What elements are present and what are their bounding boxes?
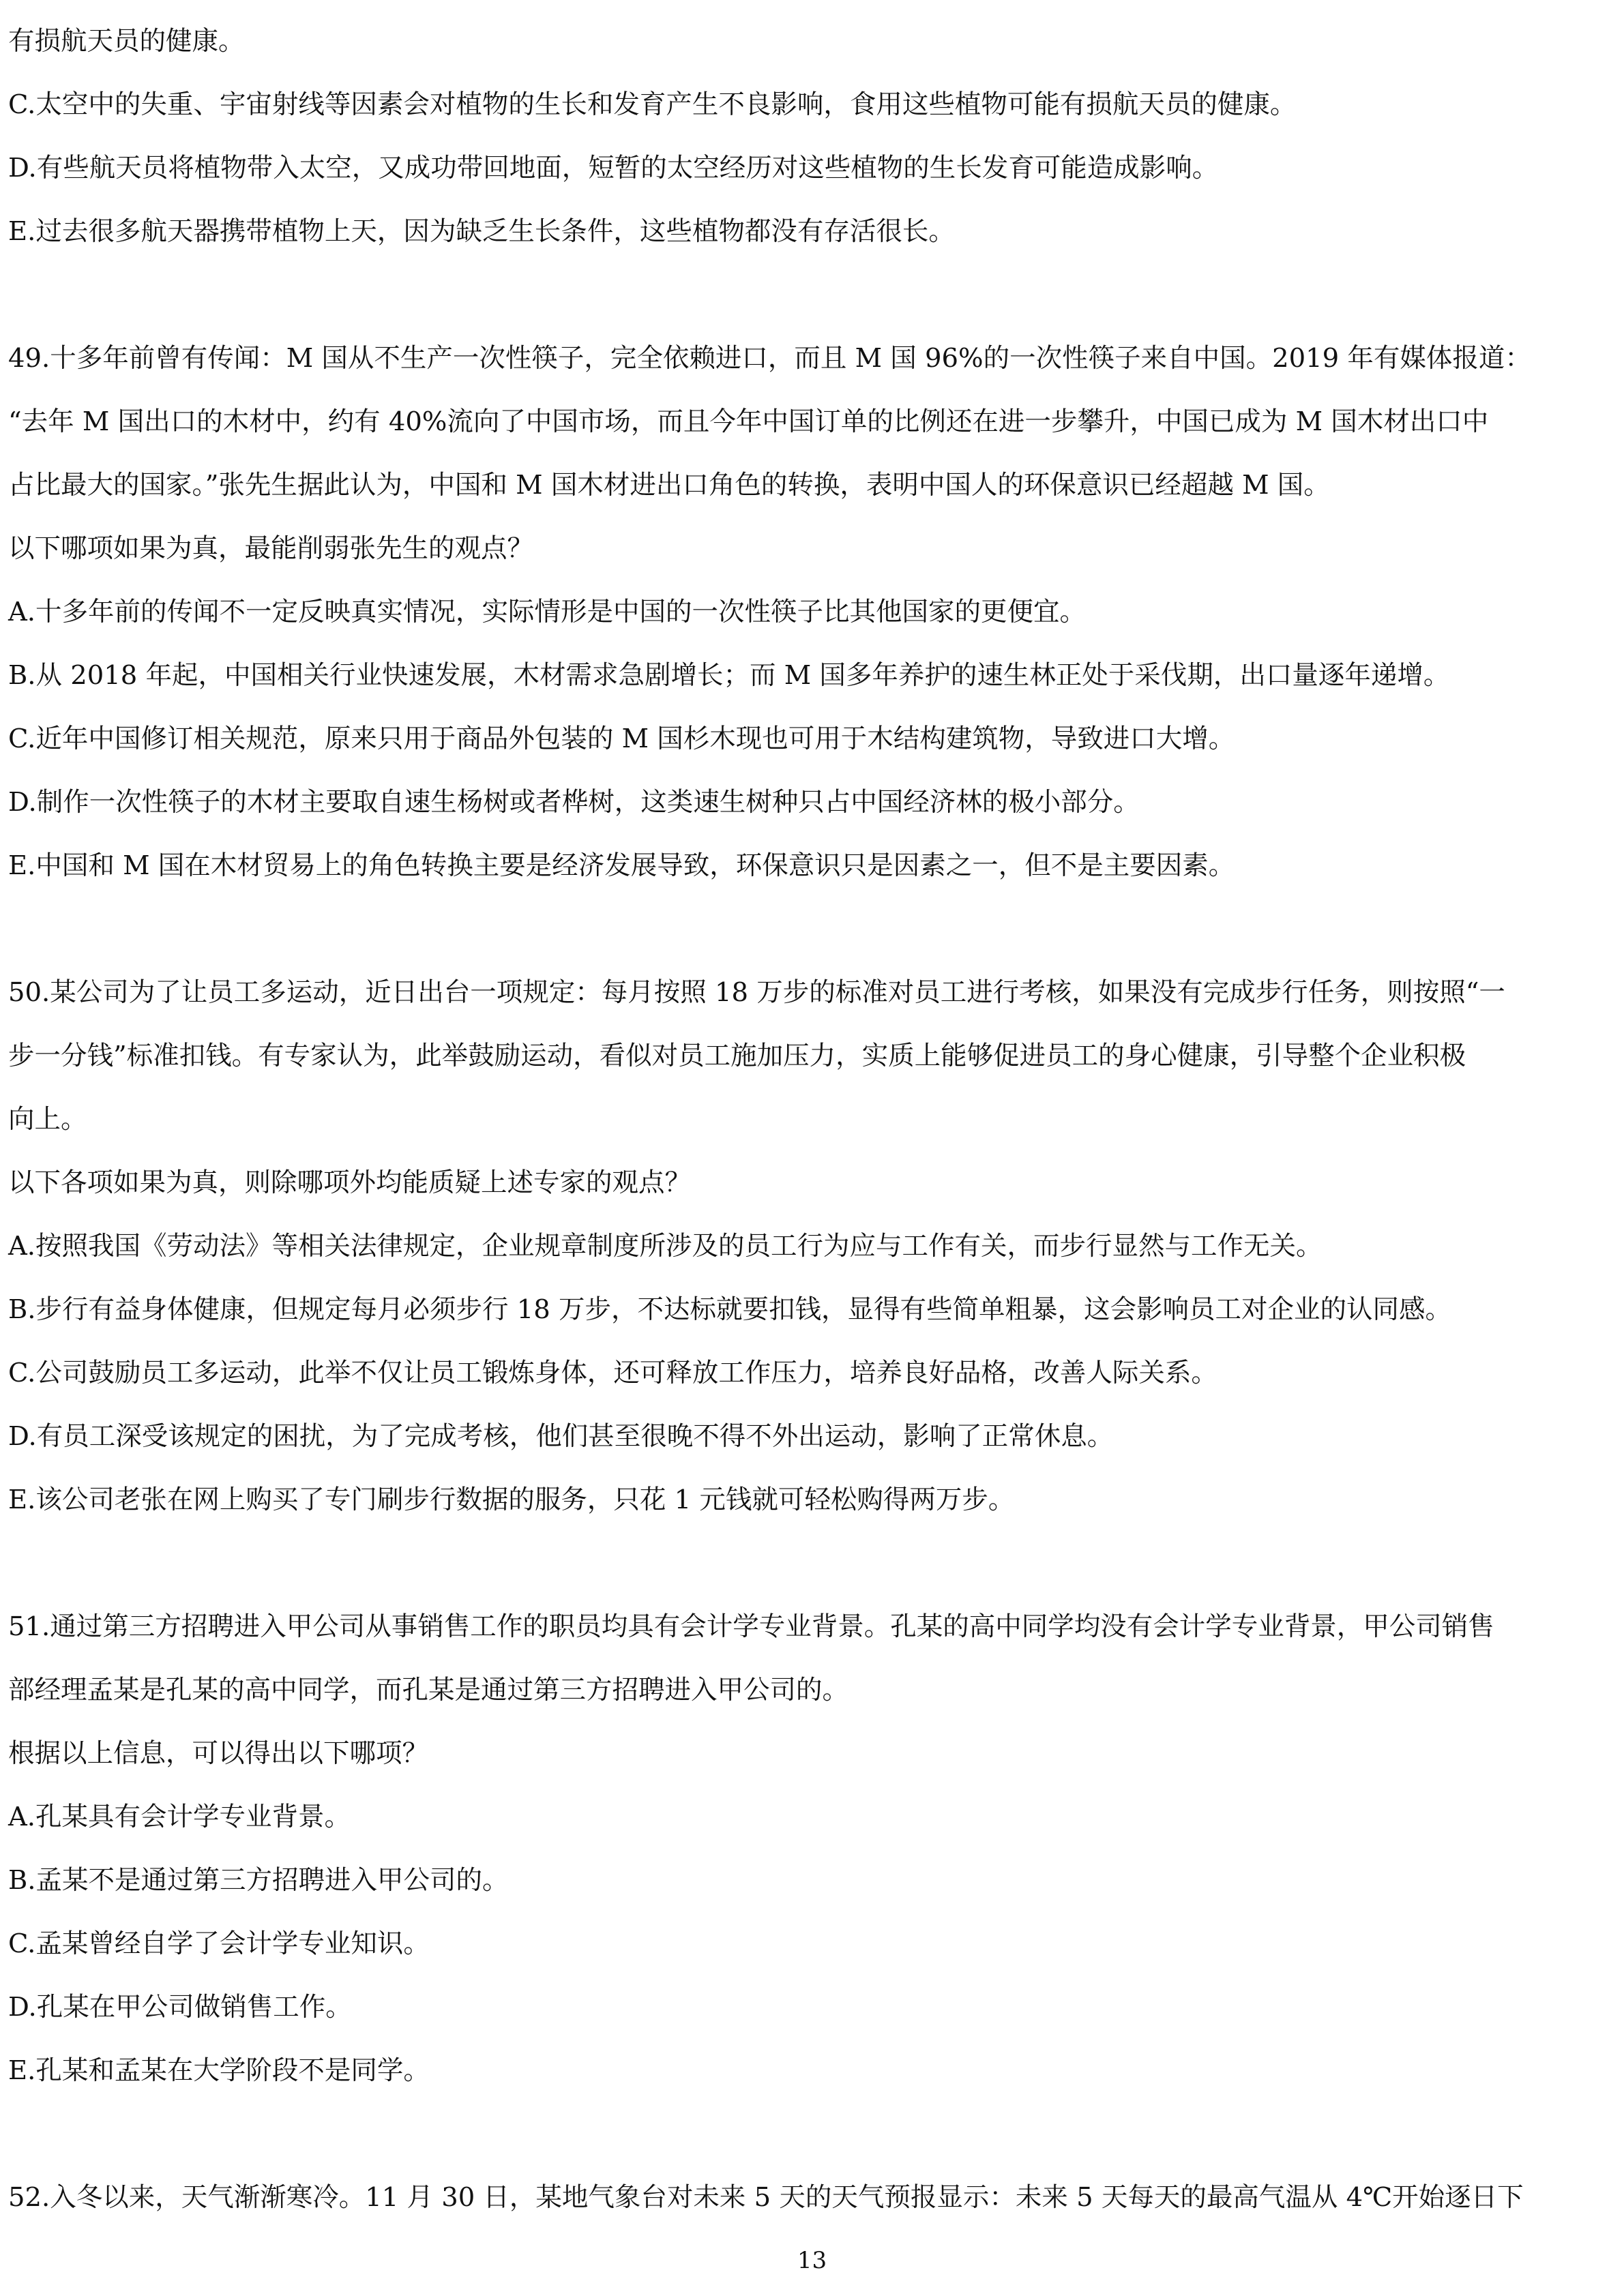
q51-stem-line-1: 51.通过第三方招聘进入甲公司从事销售工作的职员均具有会计学专业背景。孔某的高中同学均没有会计学专业背景，甲公司销售 [8,1611,1494,1642]
q50-question: 以下各项如果为真，则除哪项外均能质疑上述专家的观点？ [8,1167,692,1198]
q51-option-d: D.孔某在甲公司做销售工作。 [8,1992,352,2023]
q52-stem-line-1: 52.入冬以来，天气渐渐寒冷。11 月 30 日，某地气象台对未来 5 天的天气预报显示：未来 5 天每天的最高气温从 4℃开始逐日下 [8,2182,1524,2213]
q49-stem-line-1: 49.十多年前曾有传闻：M 国从不生产一次性筷子，完全依赖进口，而且 M 国 96%的一次性筷子来自中国。2019 年有媒体报道： [8,343,1531,374]
q51-option-e: E.孔某和孟某在大学阶段不是同学。 [8,2055,430,2086]
question-gap [8,263,1612,327]
q50-stem-line-2: 步一分钱”标准扣钱。有专家认为，此举鼓励运动，看似对员工施加压力，实质上能够促进员工的身心健康，引导整个企业积极 [8,1041,1466,1071]
document-page [8,10,1612,2229]
q48-option-c: C.太空中的失重、宇宙射线等因素会对植物的生长和发育产生不良影响，食用这些植物可能有损航天员的健康。 [8,89,1297,120]
q49-stem-line-2: “去年 M 国出口的木材中，约有 40%流向了中国市场，而且今年中国订单的比例还在进一步攀升，中国已成为 M 国木材出口中 [8,406,1489,437]
q48-option-e: E.过去很多航天器携带植物上天，因为缺乏生长条件，这些植物都没有存活很长。 [8,216,955,247]
q50-stem-line-1: 50.某公司为了让员工多运动，近日出台一项规定：每月按照 18 万步的标准对员工进行考核，如果没有完成步行任务，则按照“一 [8,977,1505,1008]
question-gap [8,897,1612,961]
question-gap [8,2102,1612,2166]
q48-tail-line: 有损航天员的健康。 [8,26,245,57]
q48-option-d: D.有些航天员将植物带入太空，又成功带回地面，短暂的太空经历对这些植物的生长发育可能造成影响。 [8,153,1219,183]
question-gap [8,1532,1612,1595]
q49-option-e: E.中国和 M 国在木材贸易上的角色转换主要是经济发展导致，环保意识只是因素之一，但不是主要因素。 [8,850,1235,881]
q50-option-e: E.该公司老张在网上购买了专门刷步行数据的服务，只花 1 元钱就可轻松购得两万步。 [8,1485,1015,1515]
q49-option-c: C.近年中国修订相关规范，原来只用于商品外包装的 M 国杉木现也可用于木结构建筑物，导致进口大增。 [8,724,1235,754]
q50-option-d: D.有员工深受该规定的困扰，为了完成考核，他们甚至很晚不得不外出运动，影响了正常休息。 [8,1421,1114,1452]
q49-question: 以下哪项如果为真，最能削弱张先生的观点？ [8,533,534,564]
q49-option-a: A.十多年前的传闻不一定反映真实情况，实际情形是中国的一次性筷子比其他国家的更便宜。 [8,597,1087,627]
q49-stem-line-3: 占比最大的国家。”张先生据此认为，中国和 M 国木材进出口角色的转换，表明中国人的环保意识已经超越 M 国。 [8,470,1330,501]
q50-option-a: A.按照我国《劳动法》等相关法律规定，企业规章制度所涉及的员工行为应与工作有关，而步行显然与工作无关。 [8,1231,1323,1262]
q50-option-c: C.公司鼓励员工多运动，此举不仅让员工锻炼身体，还可释放工作压力，培养良好品格，改善人际关系。 [8,1358,1217,1388]
q49-option-b: B.从 2018 年起，中国相关行业快速发展，木材需求急剧增长；而 M 国多年养护的速生林正处于采伐期，出口量逐年递增。 [8,660,1450,691]
q49-option-d: D.制作一次性筷子的木材主要取自速生杨树或者桦树，这类速生树种只占中国经济林的极小部分。 [8,787,1140,818]
page-number: 13 [797,2247,827,2274]
q51-stem-line-2: 部经理孟某是孔某的高中同学，而孔某是通过第三方招聘进入甲公司的。 [8,1675,849,1705]
q50-stem-line-3: 向上。 [8,1104,87,1135]
q51-option-c: C.孟某曾经自学了会计学专业知识。 [8,1928,430,1959]
q51-question: 根据以上信息，可以得出以下哪项？ [8,1738,429,1769]
q51-option-a: A.孔某具有会计学专业背景。 [8,1802,351,1832]
q50-option-b: B.步行有益身体健康，但规定每月必须步行 18 万步，不达标就要扣钱，显得有些简单粗暴，这会影响员工对企业的认同感。 [8,1294,1451,1325]
q51-option-b: B.孟某不是通过第三方招聘进入甲公司的。 [8,1865,509,1896]
